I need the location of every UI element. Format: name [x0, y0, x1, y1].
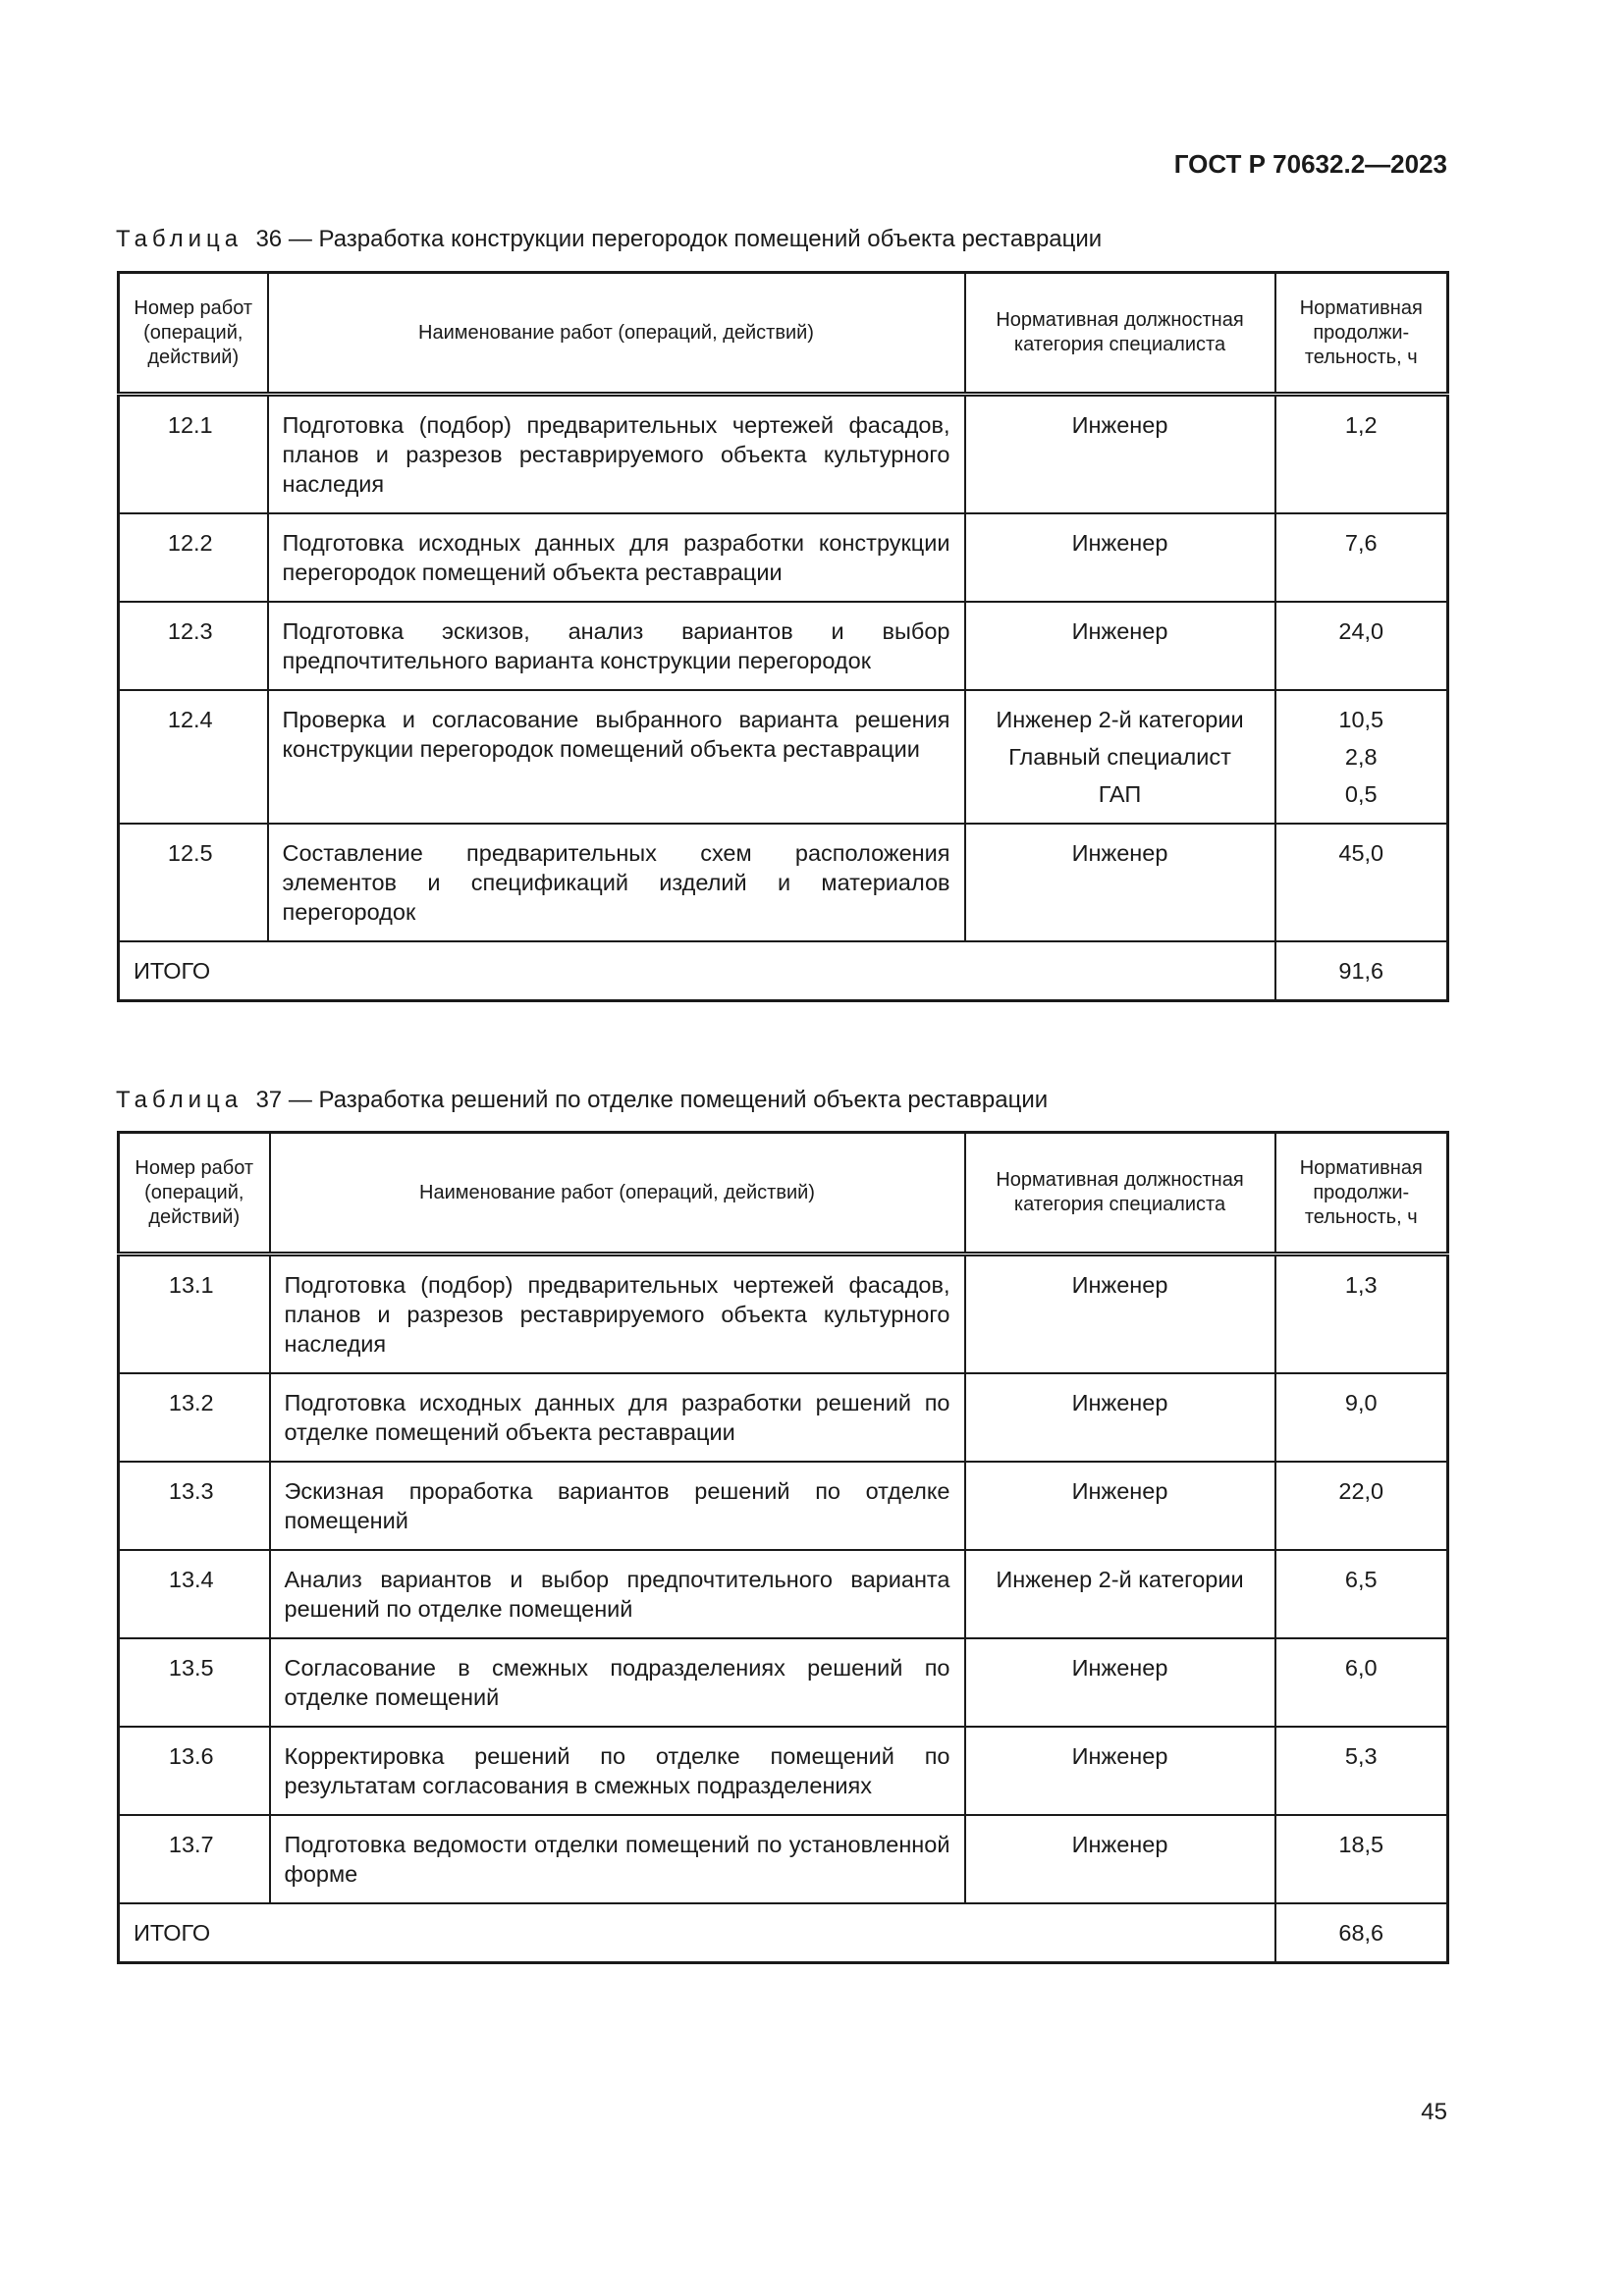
row-number: 12.3	[119, 602, 268, 690]
row-number: 12.4	[119, 690, 268, 824]
duration-hours	[1275, 1815, 1448, 1903]
specialist-category-line: Инженер 2-й категории	[996, 1567, 1244, 1592]
specialist-category	[965, 1373, 1275, 1462]
specialist-category	[965, 1462, 1275, 1550]
row-number: 13.2	[119, 1373, 270, 1462]
specialist-category-line: Главный специалист	[1008, 744, 1231, 770]
duration-hours-line: 1,2	[1344, 412, 1378, 438]
table-row	[119, 1815, 1448, 1903]
row-number: 13.5	[119, 1638, 270, 1727]
table-row	[119, 1373, 1448, 1462]
work-name: Проверка и согласование выбранного варианта решения конструкции перегородок помещений объекта реставрации	[268, 690, 965, 824]
table-36-col-num-header: Номер работ (операций, действий)	[119, 273, 268, 395]
work-name: Подготовка эскизов, анализ вариантов и выбор предпочтительного варианта конструкции перегородок	[268, 602, 965, 690]
specialist-category-line: Инженер	[1071, 840, 1168, 866]
table-37-caption-prefix: Таблица	[116, 1087, 244, 1113]
duration-hours	[1275, 1373, 1448, 1462]
table-37-header-row	[119, 1133, 1448, 1255]
row-number: 12.1	[119, 395, 268, 514]
specialist-category	[965, 1815, 1275, 1903]
total-row	[119, 1903, 1448, 1963]
row-number: 13.6	[119, 1727, 270, 1815]
page-number: 45	[1421, 2099, 1447, 2125]
table-row	[119, 395, 1448, 514]
total-value: 91,6	[1275, 941, 1448, 1001]
table-row	[119, 1462, 1448, 1550]
table-row	[119, 690, 1448, 824]
duration-hours	[1275, 824, 1448, 941]
duration-hours	[1275, 1638, 1448, 1727]
duration-hours-line: 5,3	[1344, 1743, 1378, 1769]
duration-hours-line: 18,5	[1338, 1832, 1384, 1857]
specialist-category	[965, 824, 1275, 941]
duration-hours	[1275, 1727, 1448, 1815]
specialist-category	[965, 1638, 1275, 1727]
specialist-category	[965, 690, 1275, 824]
table-36-col-name-header: Наименование работ (операций, действий)	[268, 273, 965, 395]
table-row	[119, 1550, 1448, 1638]
duration-hours	[1275, 1462, 1448, 1550]
duration-hours-line: 45,0	[1338, 840, 1384, 866]
table-row	[119, 1638, 1448, 1727]
specialist-category	[965, 513, 1275, 602]
duration-hours	[1275, 602, 1448, 690]
work-name: Подготовка ведомости отделки помещений по установленной форме	[270, 1815, 965, 1903]
work-name: Подготовка исходных данных для разработки решений по отделке помещений объекта реставрации	[270, 1373, 965, 1462]
work-name: Подготовка (подбор) предварительных чертежей фасадов, планов и разрезов реставрируемого объекта культурного наследия	[268, 395, 965, 514]
table-36-caption	[116, 226, 1102, 253]
table-row	[119, 1727, 1448, 1815]
work-name: Составление предварительных схем расположения элементов и спецификаций изделий и материалов перегородок	[268, 824, 965, 941]
duration-hours-line: 1,3	[1344, 1272, 1378, 1298]
specialist-category-line: Инженер	[1071, 412, 1168, 438]
table-37-col-name-header: Наименование работ (операций, действий)	[270, 1133, 965, 1255]
table-37	[117, 1131, 1449, 1964]
work-name: Корректировка решений по отделке помещений по результатам согласования в смежных подразделениях	[270, 1727, 965, 1815]
row-number: 13.7	[119, 1815, 270, 1903]
table-37-col-cat-header: Нормативная должностная категория специалиста	[965, 1133, 1275, 1255]
duration-hours-line: 6,5	[1344, 1567, 1378, 1592]
specialist-category	[965, 602, 1275, 690]
table-row	[119, 602, 1448, 690]
table-36-col-dur-header: Нормативная продолжи-тельность, ч	[1275, 273, 1448, 395]
specialist-category-line: Инженер	[1071, 1478, 1168, 1504]
specialist-category-line: Инженер 2-й категории	[996, 707, 1244, 732]
row-number: 12.5	[119, 824, 268, 941]
duration-hours	[1275, 513, 1448, 602]
duration-hours-line: 10,5	[1338, 707, 1384, 732]
table-37-col-num-header: Номер работ (операций, действий)	[119, 1133, 270, 1255]
specialist-category	[965, 1727, 1275, 1815]
total-value: 68,6	[1275, 1903, 1448, 1963]
row-number: 13.4	[119, 1550, 270, 1638]
work-name: Согласование в смежных подразделениях решений по отделке помещений	[270, 1638, 965, 1727]
work-name: Эскизная проработка вариантов решений по отделке помещений	[270, 1462, 965, 1550]
duration-hours	[1275, 1255, 1448, 1374]
work-name: Подготовка (подбор) предварительных чертежей фасадов, планов и разрезов реставрируемого объекта культурного наследия	[270, 1255, 965, 1374]
table-36-col-cat-header: Нормативная должностная категория специалиста	[965, 273, 1275, 395]
duration-hours	[1275, 690, 1448, 824]
duration-hours-line: 24,0	[1338, 618, 1384, 644]
table-row	[119, 1255, 1448, 1374]
table-36-caption-text: 36 — Разработка конструкции перегородок помещений объекта реставрации	[255, 226, 1103, 252]
specialist-category-line: Инженер	[1071, 1272, 1168, 1298]
work-name: Подготовка исходных данных для разработки конструкции перегородок помещений объекта реставрации	[268, 513, 965, 602]
duration-hours-line: 22,0	[1338, 1478, 1384, 1504]
row-number: 13.1	[119, 1255, 270, 1374]
table-37-caption	[116, 1087, 1048, 1114]
row-number: 12.2	[119, 513, 268, 602]
specialist-category	[965, 1255, 1275, 1374]
specialist-category-line: Инженер	[1071, 1390, 1168, 1415]
specialist-category-line: ГАП	[1098, 781, 1142, 807]
table-37-col-dur-header: Нормативная продолжи-тельность, ч	[1275, 1133, 1448, 1255]
specialist-category-line: Инженер	[1071, 530, 1168, 556]
table-36-header-row	[119, 273, 1448, 395]
specialist-category-line: Инженер	[1071, 618, 1168, 644]
row-number: 13.3	[119, 1462, 270, 1550]
duration-hours-line: 2,8	[1344, 744, 1378, 770]
duration-hours	[1275, 395, 1448, 514]
duration-hours	[1275, 1550, 1448, 1638]
specialist-category-line: Инженер	[1071, 1832, 1168, 1857]
specialist-category-line: Инженер	[1071, 1655, 1168, 1681]
specialist-category	[965, 395, 1275, 514]
total-label: ИТОГО	[119, 1903, 1275, 1963]
table-36	[117, 271, 1449, 1002]
table-37-caption-text: 37 — Разработка решений по отделке помещений объекта реставрации	[255, 1087, 1049, 1113]
total-row	[119, 941, 1448, 1001]
specialist-category	[965, 1550, 1275, 1638]
specialist-category-line: Инженер	[1071, 1743, 1168, 1769]
table-row	[119, 824, 1448, 941]
duration-hours-line: 6,0	[1344, 1655, 1378, 1681]
table-row	[119, 513, 1448, 602]
duration-hours-line: 0,5	[1344, 781, 1378, 807]
duration-hours-line: 7,6	[1344, 530, 1378, 556]
total-label: ИТОГО	[119, 941, 1275, 1001]
duration-hours-line: 9,0	[1344, 1390, 1378, 1415]
document-standard-number: ГОСТ Р 70632.2—2023	[1173, 149, 1447, 179]
work-name: Анализ вариантов и выбор предпочтительного варианта решений по отделке помещений	[270, 1550, 965, 1638]
table-36-caption-prefix: Таблица	[116, 226, 244, 252]
